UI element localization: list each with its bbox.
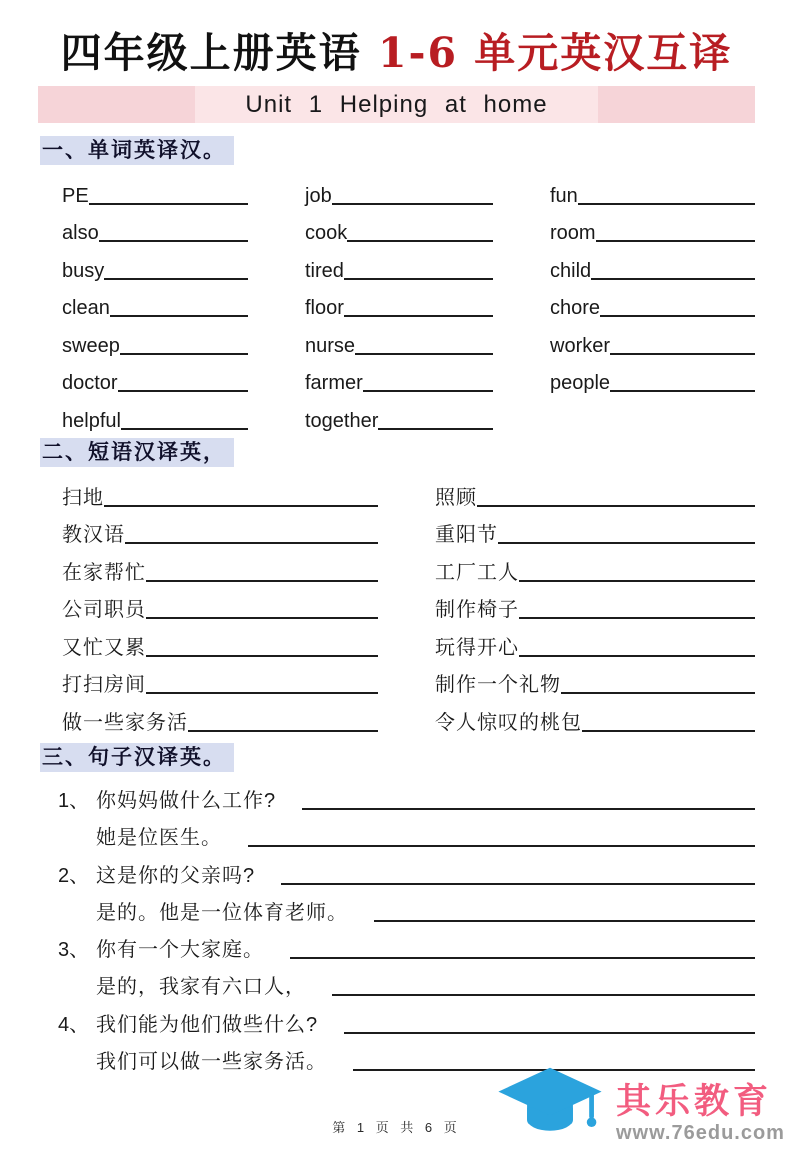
sentence-list	[0, 779, 793, 1077]
phrase-item	[435, 512, 755, 550]
sentence-question	[58, 1002, 755, 1039]
word-item	[550, 360, 755, 398]
phrase-item	[435, 549, 755, 587]
word-label: worker	[550, 334, 611, 357]
unit-banner-text: Unit 1 Helping at home	[195, 86, 597, 123]
phrase-label: 制作一个礼物	[435, 674, 561, 697]
sentence-text: 我们能为他们做些什么?	[96, 1013, 319, 1036]
answer-blank	[332, 994, 755, 996]
word-label: busy	[62, 259, 105, 282]
word-label: clean	[62, 297, 110, 320]
phrase-item	[62, 512, 378, 550]
word-label: nurse	[305, 334, 356, 357]
word-item	[550, 285, 755, 323]
answer-blank	[600, 315, 755, 317]
phrase-label: 又忙又累	[62, 636, 146, 659]
answer-blank	[596, 240, 755, 242]
phrase-label: 重阳节	[435, 524, 498, 547]
unit-banner	[38, 86, 755, 123]
phrase-label: 令人惊叹的桃包	[435, 711, 582, 734]
answer-blank	[104, 278, 248, 280]
answer-blank	[146, 617, 378, 619]
word-label: together	[305, 409, 379, 432]
word-item	[62, 210, 248, 248]
phrase-label: 公司职员	[62, 599, 146, 622]
answer-blank	[498, 542, 755, 544]
answer-blank	[519, 655, 755, 657]
phrase-item	[435, 624, 755, 662]
phrase-item	[62, 662, 378, 700]
answer-blank	[248, 845, 755, 847]
answer-blank	[104, 505, 378, 507]
sentence-text: 是的。他是一位体育老师。	[96, 901, 348, 924]
answer-blank	[378, 428, 493, 430]
answer-blank	[477, 505, 755, 507]
phrase-item	[435, 587, 755, 625]
answer-blank	[344, 315, 493, 317]
word-item	[550, 172, 755, 210]
answer-blank	[146, 655, 378, 657]
brand-url: www.76edu.com	[616, 1122, 785, 1144]
word-label: helpful	[62, 409, 121, 432]
sentence-text: 这是你的父亲吗?	[96, 864, 256, 887]
word-item	[305, 172, 493, 210]
answer-blank	[578, 203, 755, 205]
word-item	[62, 172, 248, 210]
answer-blank	[355, 353, 493, 355]
word-label: chore	[550, 297, 601, 320]
brand-text-block	[616, 1082, 785, 1148]
sentence-text: 你妈妈做什么工作?	[96, 790, 277, 812]
brand-name: 其乐教育	[616, 1081, 773, 1121]
phrase-item	[62, 474, 378, 512]
word-label: room	[550, 222, 596, 245]
answer-blank	[281, 883, 755, 885]
word-item	[550, 247, 755, 285]
word-item	[62, 360, 248, 398]
sentence-answer	[58, 891, 755, 928]
sentence-text: 我们可以做一些家务活。	[96, 1051, 327, 1074]
word-item	[550, 322, 755, 360]
answer-blank	[110, 315, 248, 317]
answer-blank	[89, 203, 248, 205]
section-1-heading: 一、单词英译汉。	[40, 136, 234, 165]
word-item	[62, 285, 248, 323]
word-label: also	[62, 222, 99, 245]
word-label: sweep	[62, 334, 120, 357]
sentence-number: 3、	[58, 939, 90, 962]
answer-blank	[591, 278, 755, 280]
sentence-answer	[58, 965, 755, 1002]
word-item	[62, 397, 248, 435]
answer-blank	[582, 730, 755, 732]
sentence-question	[58, 853, 755, 890]
phrase-label: 扫地	[62, 486, 104, 509]
answer-blank	[121, 428, 248, 430]
answer-blank	[290, 957, 755, 959]
phrase-label: 照顾	[435, 486, 477, 509]
answer-blank	[519, 617, 755, 619]
answer-blank	[125, 542, 378, 544]
phrase-item	[62, 624, 378, 662]
sentence-text: 她是位医生。	[96, 827, 222, 850]
word-label: tired	[305, 259, 344, 282]
phrase-label: 教汉语	[62, 524, 125, 547]
word-label: fun	[550, 184, 578, 207]
answer-blank	[610, 353, 755, 355]
word-label: people	[550, 372, 611, 395]
answer-blank	[332, 203, 493, 205]
page-title	[0, 30, 793, 77]
answer-blank	[120, 353, 248, 355]
section-2-heading: 二、短语汉译英，	[40, 438, 234, 467]
answer-blank	[118, 390, 248, 392]
answer-blank	[344, 1032, 755, 1034]
section-3-heading: 三、句子汉译英。	[40, 743, 234, 772]
sentence-number: 4、	[58, 1013, 90, 1036]
phrase-item	[62, 699, 378, 737]
answer-blank	[519, 580, 755, 582]
word-label: job	[305, 184, 332, 207]
word-item	[305, 285, 493, 323]
phrase-item	[435, 699, 755, 737]
phrase-item	[435, 662, 755, 700]
answer-blank	[146, 580, 378, 582]
phrase-item	[62, 587, 378, 625]
phrase-item	[62, 549, 378, 587]
answer-blank	[344, 278, 493, 280]
worksheet-page	[0, 30, 793, 1152]
answer-blank	[610, 390, 755, 392]
sentence-question	[58, 779, 755, 816]
answer-blank	[302, 808, 755, 810]
answer-blank	[188, 730, 378, 732]
answer-blank	[363, 390, 493, 392]
phrase-item	[435, 474, 755, 512]
word-item	[550, 210, 755, 248]
sentence-answer	[58, 816, 755, 853]
answer-blank	[146, 692, 378, 694]
word-label: farmer	[305, 372, 363, 395]
word-list	[0, 172, 793, 435]
word-item	[62, 322, 248, 360]
answer-blank	[99, 240, 248, 242]
page-title-black: 四年级上册英语	[60, 29, 378, 77]
word-item	[305, 397, 493, 435]
phrase-label: 做一些家务活	[62, 711, 188, 734]
word-label: doctor	[62, 372, 118, 395]
word-label: cook	[305, 222, 348, 245]
answer-blank	[347, 240, 493, 242]
sentence-text: 你有一个大家庭。	[96, 939, 264, 962]
word-item	[305, 247, 493, 285]
word-label: child	[550, 259, 592, 282]
phrase-label: 工厂工人	[435, 561, 519, 584]
page-number: 第 1 页 共 6 页	[332, 1120, 461, 1135]
page-title-red: 1-6 单元英汉互译	[377, 29, 733, 77]
phrase-label: 制作椅子	[435, 599, 519, 622]
phrase-label: 打扫房间	[62, 674, 146, 697]
phrase-label: 在家帮忙	[62, 561, 146, 584]
word-item-empty	[550, 397, 755, 435]
word-label: floor	[305, 297, 344, 320]
word-item	[305, 210, 493, 248]
word-label: PE	[62, 184, 89, 207]
answer-blank	[561, 692, 755, 694]
phrase-list	[0, 474, 793, 737]
word-item	[305, 360, 493, 398]
sentence-number: 2、	[58, 864, 90, 887]
sentence-number: 1、	[58, 790, 90, 812]
sentence-text: 是的，我家有六口人，	[96, 976, 306, 999]
phrase-label: 玩得开心	[435, 636, 519, 659]
sentence-question	[58, 928, 755, 965]
word-item	[62, 247, 248, 285]
word-item	[305, 322, 493, 360]
answer-blank	[374, 920, 755, 922]
